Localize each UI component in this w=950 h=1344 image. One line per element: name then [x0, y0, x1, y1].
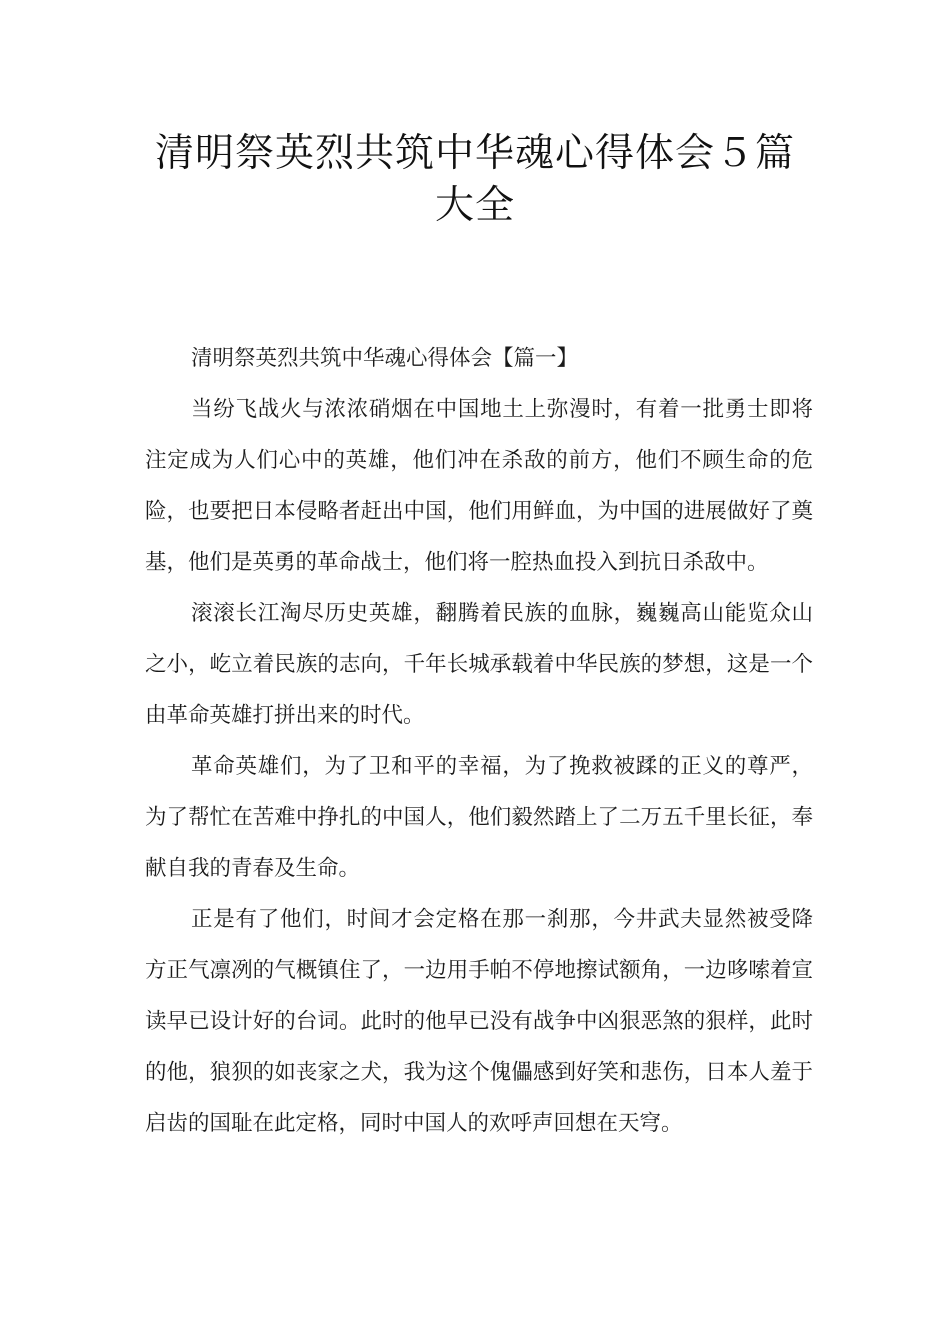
paragraph: 当纷飞战火与浓浓硝烟在中国地土上弥漫时，有着一批勇士即将注定成为人们心中的英雄，他们冲在杀敌的前方，他们不顾生命的危险，也要把日本侵略者赶出中国，他们用鲜血，为中国的进展做好了奠基，他们是英勇的革命战士，他们将一腔热血投入到抗日杀敌中。: [145, 397, 813, 575]
document-title: 清明祭英烈共筑中华魂心得体会５篇大全: [154, 131, 795, 228]
paragraph: 滚滚长江淘尽历史英雄，翻腾着民族的血脉，巍巍高山能览众山之小，屹立着民族的志向，千年长城承载着中华民族的梦想，这是一个由革命英雄打拼出来的时代。: [145, 601, 813, 728]
section-heading: 清明祭英烈共筑中华魂心得体会【篇一】: [191, 346, 579, 371]
document-body: [145, 333, 813, 1149]
paragraph: 正是有了他们，时间才会定格在那一刹那，今井武夫显然被受降方正气凛冽的气概镇住了，一边用手帕不停地擦试额角，一边哆嗦着宣读早已设计好的台词。此时的他早已没有战争中凶狠恶煞的狠样，此时的他，狼狈的如丧家之犬，我为这个傀儡感到好笑和悲伤，日本人羞于启齿的国耻在此定格，同时中国人的欢呼声回想在天穹。: [145, 907, 813, 1136]
paragraph: 革命英雄们，为了卫和平的幸福，为了挽救被蹂的正义的尊严，为了帮忙在苦难中挣扎的中国人，他们毅然踏上了二万五千里长征，奉献自我的青春及生命。: [145, 754, 813, 881]
